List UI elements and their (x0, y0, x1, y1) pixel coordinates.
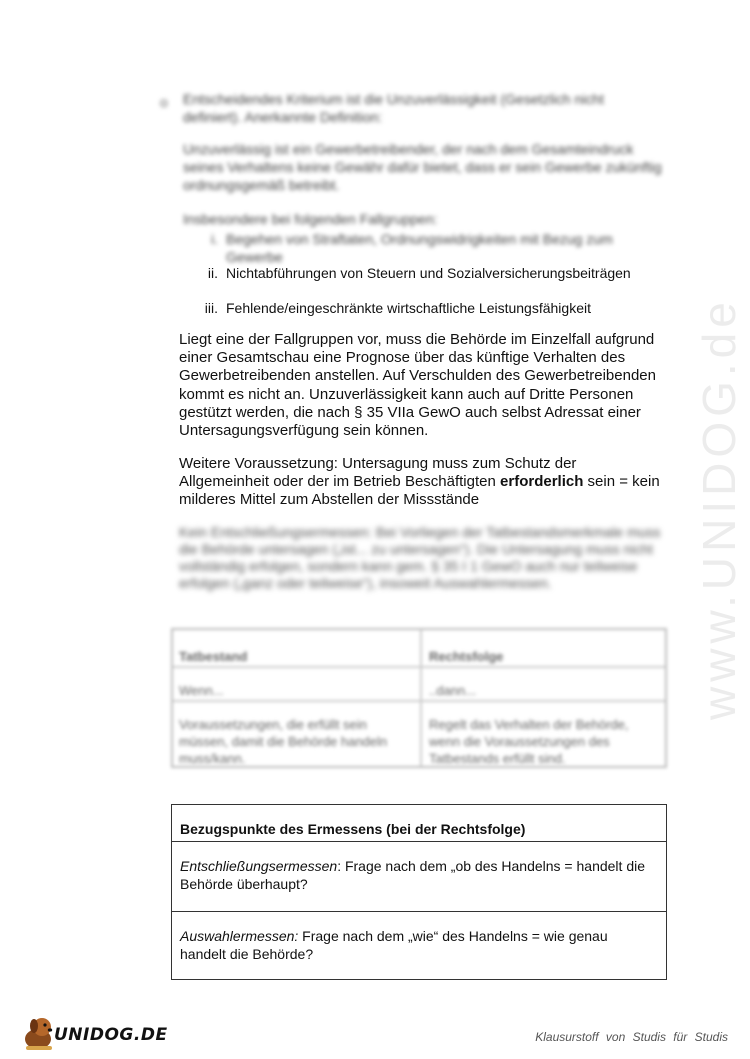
case-number: ii. (207, 265, 218, 281)
ermessen-table (171, 804, 667, 980)
case-number: iii. (204, 300, 218, 316)
requirement-paragraph (179, 455, 669, 510)
case-text: Begehen von Straftaten, Ordnungswidrigkeiten mit Bezug zum Gewerbe (226, 231, 613, 265)
case-text: Nichtabführungen von Steuern und Sozialversicherungsbeiträgen (226, 265, 631, 281)
unidog-logo[interactable] (20, 1013, 168, 1053)
table-cell: ..dann... (429, 683, 476, 698)
table-header: Rechtsfolge (429, 649, 504, 664)
table-cell (180, 857, 650, 893)
term-emphasis: Auswahlermessen: (180, 928, 299, 944)
table-divider (172, 911, 666, 912)
requirement-text: Weitere Voraussetzung: Untersagung muss zum Schutz der Allgemeinheit oder der im Betrieb Beschäftigten (179, 455, 577, 491)
intro-line: Entscheidendes Kriterium ist die Unzuverlässigkeit (Gesetzlich nicht definiert). Anerkannte Definition: (183, 91, 604, 125)
table-cell: Voraussetzungen, die erfüllt sein müssen, damit die Behörde handeln muss/kann. (179, 717, 388, 766)
table-header: Tatbestand (179, 649, 248, 664)
table-cell (180, 927, 650, 963)
term-definition: Frage nach dem „wie“ des Handelns = wie genau handelt die Behörde? (180, 928, 608, 962)
requirement-emphasis: erforderlich (500, 473, 584, 491)
definition-paragraph: Unzuverlässig ist ein Gewerbetreibender, der nach dem Gesamteindruck seines Verhaltens keine Gewähr dafür bietet, dass er sein Gewerbe zukünftig ordnungsgemäß betreibt. (183, 141, 662, 193)
table-cell: Wenn... (179, 683, 224, 698)
table-divider (173, 666, 665, 668)
bullet-icon: o (160, 94, 168, 110)
discretion-paragraph: Kein Entschließungsermessen: Bei Vorliegen der Tatbestandsmerkmale muss die Behörde untersagen („ist... zu untersagen“). Die Untersagung muss nicht vollständig erfolgen, sondern kann gem. § 35 I 1 GewO auch nur teilweise erfolgen („ganz oder teilweise“), insoweit Auswahlermessen. (179, 524, 661, 591)
case-number: i. (211, 231, 218, 247)
table-divider (420, 630, 422, 766)
term-definition: : Frage nach dem „ob des Handelns = handelt die Behörde überhaupt? (180, 858, 645, 892)
footer-tagline: Klausurstoff von Studis für Studis (535, 1030, 728, 1044)
watermark: www.UNIDOG.de (693, 297, 745, 720)
logo-text: UNIDOG.DE (54, 1025, 168, 1045)
table-divider (173, 700, 665, 702)
tatbestand-table (171, 628, 667, 768)
table-cell: Regelt das Verhalten der Behörde, wenn die Voraussetzungen des Tatbestands erfüllt sind. (429, 717, 629, 766)
case-text: Fehlende/eingeschränkte wirtschaftliche Leistungsfähigkeit (226, 300, 591, 316)
cases-intro: Insbesondere bei folgenden Fallgruppen: (183, 211, 438, 227)
requirement-text-end: sein = kein milderes Mittel zum Abstellen der Missstände (179, 473, 660, 509)
prognosis-paragraph: Liegt eine der Fallgruppen vor, muss die Behörde im Einzelfall aufgrund einer Gesamtschau eine Prognose über das künftige Verhalten des Gewerbetreibenden anstellen. Auf Verschulden des Gewerbetreibenden kommt es nicht an. Unzuverlässigkeit kann auch auf Dritte Personen gestützt werden, die nach § 35 VIIa GewO auch selbst Adressat einer Untersagungsverfügung sein können. (179, 331, 656, 440)
term-emphasis: Entschließungsermessen (180, 858, 338, 874)
table-divider (172, 841, 666, 842)
table-header: Bezugspunkte des Ermessens (bei der Rechtsfolge) (180, 821, 526, 837)
